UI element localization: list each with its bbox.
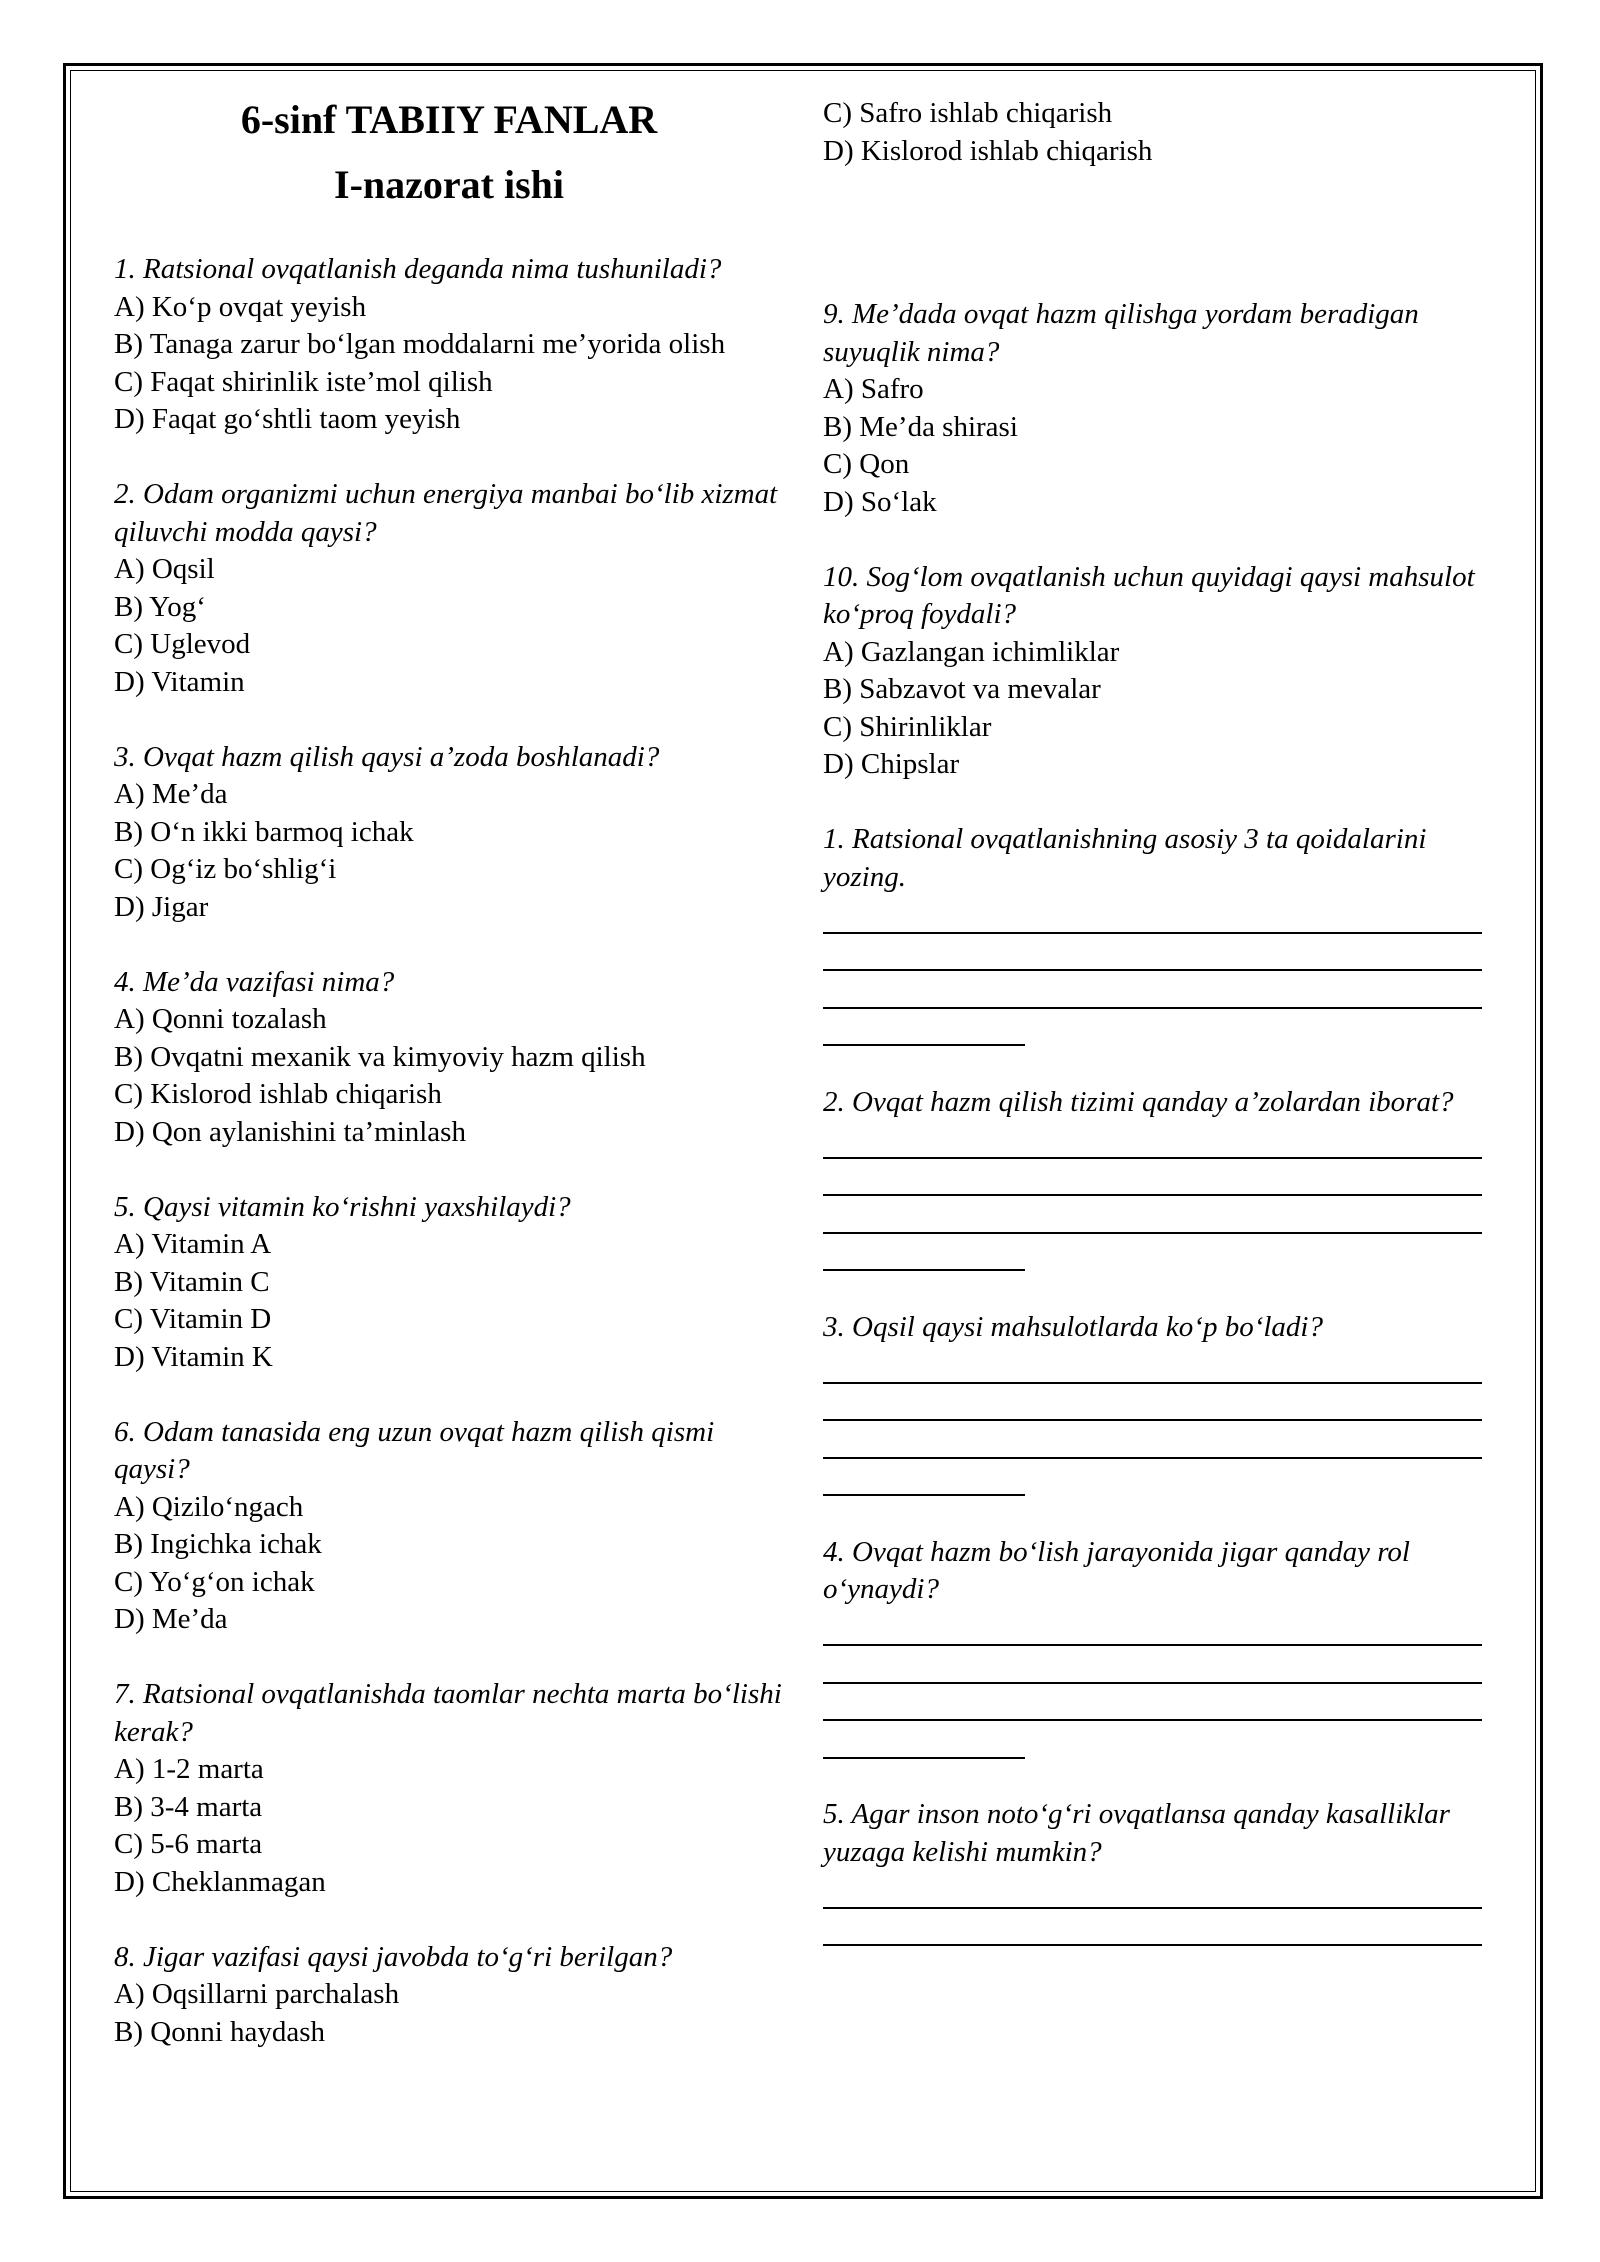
option-c: C) Yo‘g‘on ichak xyxy=(114,1565,315,1598)
answer-line xyxy=(823,971,1482,1009)
option-d: D) Me’da xyxy=(114,1603,228,1635)
option-b: B) Qonni haydash xyxy=(114,2015,326,2048)
question-text: 5. Qaysi vitamin ko‘rishni yaxshilaydi? xyxy=(114,1190,571,1223)
question-text: 9. Me’dada ovqat hazm qilishga yordam beradigan suyuqlik nima? xyxy=(823,298,1419,368)
question-text: 4. Ovqat hazm bo‘lish jarayonida jigar qanday rol o‘ynaydi? xyxy=(823,1535,1410,1605)
answer-line xyxy=(823,1346,1482,1384)
option-c: C) Uglevod xyxy=(114,628,251,660)
answer-line xyxy=(823,934,1482,972)
option-a: A) Oqsil xyxy=(114,553,215,585)
option-a: A) Qonni tozalash xyxy=(114,1003,327,1035)
option-d: D) Vitamin K xyxy=(114,1340,273,1373)
open-question-2 xyxy=(823,1084,1488,1272)
option-a: A) 1-2 marta xyxy=(114,1753,264,1785)
answer-line xyxy=(823,1121,1482,1159)
question-text: 4. Me’da vazifasi nima? xyxy=(114,965,395,998)
open-question-5 xyxy=(823,1796,1488,1946)
option-c: C) Faqat shirinlik iste’mol qilish xyxy=(114,365,493,398)
answer-line xyxy=(823,1646,1482,1684)
question-text: 1. Ratsional ovqatlanishning asosiy 3 ta qoidalarini yozing. xyxy=(823,823,1427,893)
answer-line xyxy=(823,1384,1482,1422)
mcq-6 xyxy=(114,1414,794,1639)
question-text: 3. Oqsil qaysi mahsulotlarda ko‘p bo‘ladi? xyxy=(823,1310,1323,1343)
answer-line xyxy=(823,1234,1025,1272)
option-b: B) 3-4 marta xyxy=(114,1790,263,1823)
open-question-3 xyxy=(823,1309,1488,1497)
question-text: 8. Jigar vazifasi qaysi javobda to‘g‘ri berilgan? xyxy=(114,1940,673,1973)
option-a: A) Vitamin A xyxy=(114,1228,272,1260)
answer-line xyxy=(823,1609,1482,1647)
mcq-1 xyxy=(114,251,794,439)
option-b: B) Me’da shirasi xyxy=(823,410,1018,443)
answer-line xyxy=(823,1871,1482,1909)
option-b: B) Sabzavot va mevalar xyxy=(823,673,1101,705)
answer-line xyxy=(823,1159,1482,1197)
mcq-4 xyxy=(114,964,794,1152)
answer-line xyxy=(823,1009,1025,1047)
question-text: 2. Ovqat hazm qilish tizimi qanday a’zolardan iborat? xyxy=(823,1085,1454,1118)
question-text: 2. Odam organizmi uchun energiya manbai bo‘lib xizmat qiluvchi modda qaysi? xyxy=(114,478,778,548)
answer-line xyxy=(823,1909,1482,1947)
option-c: C) Og‘iz bo‘shlig‘i xyxy=(114,853,337,885)
mcq-2 xyxy=(114,476,794,701)
option-d: D) Qon aylanishini ta’minlash xyxy=(114,1115,466,1148)
open-question-4 xyxy=(823,1534,1488,1759)
option-b: B) Tanaga zarur bo‘lgan moddalarni me’yorida olish xyxy=(114,328,726,360)
mcq-3 xyxy=(114,739,794,927)
answer-line xyxy=(823,1421,1482,1459)
question-text: 10. Sog‘lom ovqatlanish uchun quyidagi qaysi mahsulot ko‘proq foydali? xyxy=(823,560,1475,630)
option-c: C) Shirinliklar xyxy=(823,710,992,743)
answer-line xyxy=(823,1721,1025,1759)
option-b: B) Vitamin C xyxy=(114,1265,270,1298)
option-d: D) Kislorod ishlab chiqarish xyxy=(823,134,1153,167)
open-question-1 xyxy=(823,821,1488,1046)
left-column xyxy=(114,0,794,2051)
option-a: A) Ko‘p ovqat yeyish xyxy=(114,290,367,323)
option-c: C) Safro ishlab chiqarish xyxy=(823,97,1113,129)
answer-line xyxy=(823,1196,1482,1234)
document-subtitle: I-nazorat ishi xyxy=(334,162,564,207)
question-text: 5. Agar inson noto‘g‘ri ovqatlansa qanday kasalliklar yuzaga kelishi mumkin? xyxy=(823,1798,1450,1868)
option-a: A) Gazlangan ichimliklar xyxy=(823,635,1120,668)
option-b: B) Ingichka ichak xyxy=(114,1528,322,1560)
mcq-10 xyxy=(823,559,1488,784)
mcq-8 xyxy=(114,1939,794,2052)
question-text: 1. Ratsional ovqatlanish deganda nima tushuniladi? xyxy=(114,253,722,285)
option-d: D) So‘lak xyxy=(823,485,937,518)
option-d: D) Chipslar xyxy=(823,748,960,780)
document-title: 6-sinf TABIIY FANLAR xyxy=(240,97,658,142)
answer-line xyxy=(823,896,1482,934)
option-d: D) Faqat go‘shtli taom yeyish xyxy=(114,403,461,435)
option-c: C) Kislorod ishlab chiqarish xyxy=(114,1078,442,1110)
option-b: B) Ovqatni mexanik va kimyoviy hazm qilish xyxy=(114,1040,646,1073)
mcq-7 xyxy=(114,1676,794,1901)
option-c: C) Qon xyxy=(823,448,910,480)
option-a: A) Oqsillarni parchalash xyxy=(114,1978,400,2010)
answer-line xyxy=(823,1684,1482,1722)
option-d: D) Cheklanmagan xyxy=(114,1865,326,1898)
right-column xyxy=(823,0,1488,1946)
option-a: A) Me’da xyxy=(114,778,228,810)
option-d: D) Vitamin xyxy=(114,665,245,698)
mcq-5 xyxy=(114,1189,794,1377)
option-c: C) 5-6 marta xyxy=(114,1828,263,1860)
option-a: A) Safro xyxy=(823,373,924,405)
option-d: D) Jigar xyxy=(114,890,209,923)
mcq-9 xyxy=(823,296,1488,521)
question-text: 3. Ovqat hazm qilish qaysi a’zoda boshlanadi? xyxy=(114,740,660,773)
option-a: A) Qizilo‘ngach xyxy=(114,1490,304,1523)
option-b: B) Yog‘ xyxy=(114,590,206,623)
option-c: C) Vitamin D xyxy=(114,1303,272,1335)
option-b: B) O‘n ikki barmoq ichak xyxy=(114,815,414,848)
question-text: 7. Ratsional ovqatlanishda taomlar nechta marta bo‘lishi kerak? xyxy=(114,1678,782,1748)
question-text: 6. Odam tanasida eng uzun ovqat hazm qilish qismi qaysi? xyxy=(114,1415,715,1485)
answer-line xyxy=(823,1459,1025,1497)
